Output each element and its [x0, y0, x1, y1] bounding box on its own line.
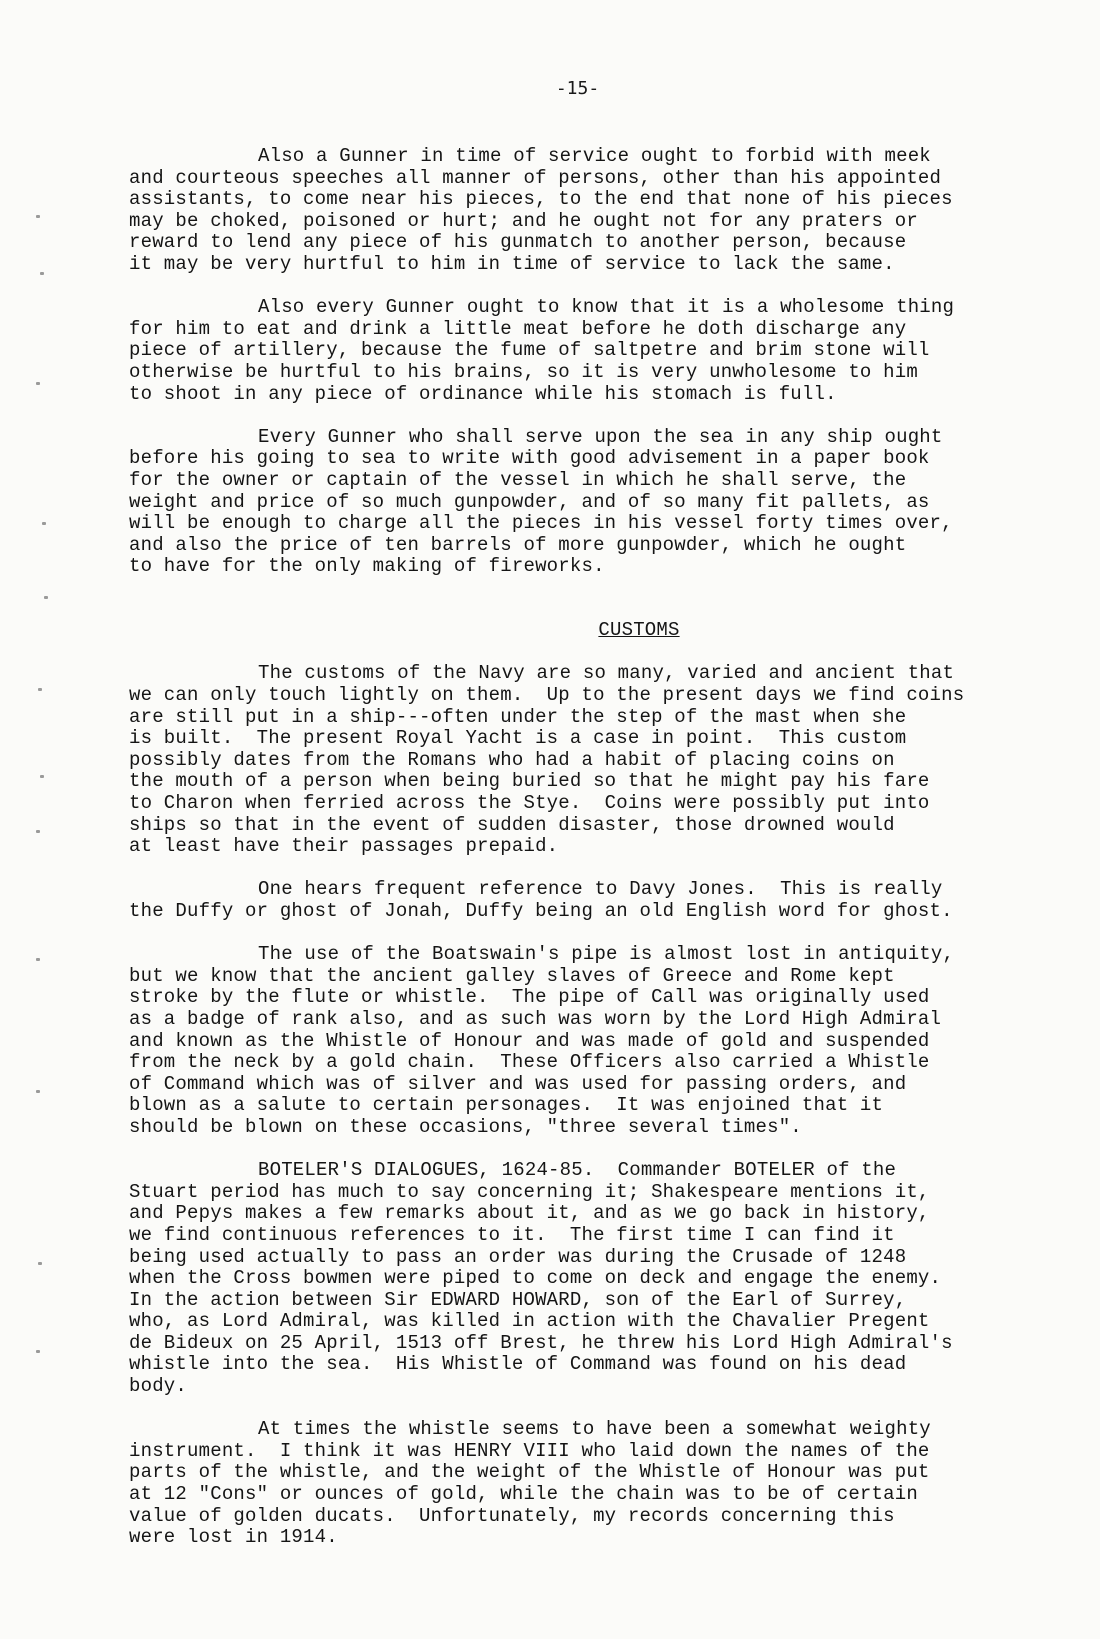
text-line: may be choked, poisoned or hurt; and he ought not for any praters or	[129, 209, 918, 232]
text-line: assistants, to come near his pieces, to the end that none of his pieces	[129, 188, 953, 211]
margin-mark	[38, 688, 42, 691]
text-line: the mouth of a person when being buried so that he might pay his fare	[129, 770, 930, 793]
text-line: In the action between Sir EDWARD HOWARD, son of the Earl of Surrey,	[129, 1288, 907, 1311]
text-line: to have for the only making of fireworks.	[129, 555, 605, 578]
text-line: at 12 "Cons" or ounces of gold, while the chain was to be of certain	[129, 1483, 918, 1506]
text-line: stroke by the flute or whistle. The pipe of Call was originally used	[129, 986, 930, 1009]
text-line: of Command which was of silver and was used for passing orders, and	[129, 1072, 907, 1095]
text-line: will be enough to charge all the pieces in his vessel forty times over,	[129, 512, 953, 535]
text-line: Stuart period has much to say concerning it; Shakespeare mentions it,	[129, 1180, 930, 1203]
text-line: Also every Gunner ought to know that it is a wholesome thing	[258, 296, 955, 319]
text-line: when the Cross bowmen were piped to come on deck and engage the enemy.	[129, 1267, 942, 1290]
text-line: being used actually to pass an order was during the Crusade of 1248	[129, 1245, 907, 1268]
margin-mark	[36, 958, 40, 961]
text-line: it may be very hurtful to him in time of service to lack the same.	[129, 252, 895, 275]
text-line: whistle into the sea. His Whistle of Command was found on his dead	[129, 1353, 907, 1376]
text-line: body.	[129, 1375, 188, 1398]
text-line: from the neck by a gold chain. These Officers also carried a Whistle	[129, 1051, 930, 1074]
text-line: instrument. I think it was HENRY VIII who laid down the names of the	[129, 1439, 930, 1462]
text-line: parts of the whistle, and the weight of the Whistle of Honour was put	[129, 1461, 930, 1484]
margin-mark	[36, 1350, 40, 1353]
text-line: Also a Gunner in time of service ought to forbid with meek	[258, 145, 931, 167]
text-line: the Duffy or ghost of Jonah, Duffy being an old English word for ghost.	[129, 900, 953, 922]
text-line: but we know that the ancient galley slaves of Greece and Rome kept	[129, 964, 895, 987]
text-line: at least have their passages prepaid.	[129, 835, 559, 858]
paragraph	[129, 944, 1079, 1138]
text-line: de Bideux on 25 April, 1513 off Brest, he threw his Lord High Admiral's	[129, 1331, 953, 1354]
text-line: for him to eat and drink a little meat before he doth discharge any	[129, 317, 907, 340]
margin-mark	[36, 830, 40, 833]
text-line: and known as the Whistle of Honour and was made of gold and suspended	[129, 1029, 930, 1052]
paragraph	[129, 146, 1079, 276]
text-line: who, as Lord Admiral, was killed in action with the Chavalier Pregent	[129, 1310, 930, 1333]
document-body	[129, 146, 1079, 1570]
text-line: The use of the Boatswain's pipe is almost lost in antiquity,	[258, 943, 955, 966]
text-line: as a badge of rank also, and as such was worn by the Lord High Admiral	[129, 1007, 942, 1030]
text-line: should be blown on these occasions, "three several times".	[129, 1115, 802, 1138]
paragraph	[129, 879, 1079, 922]
text-line: were lost in 1914.	[129, 1526, 338, 1549]
text-line: before his going to sea to write with good advisement in a paper book	[129, 447, 930, 470]
paragraph	[129, 1419, 1079, 1549]
section-heading-customs: CUSTOMS	[598, 618, 680, 641]
page-number: -15-	[555, 78, 600, 99]
text-line: One hears frequent reference to Davy Jones. This is really	[258, 878, 943, 901]
text-line: and Pepys makes a few remarks about it, and as we go back in history,	[129, 1202, 930, 1225]
text-line: to shoot in any piece of ordinance while his stomach is full.	[129, 382, 837, 405]
text-line: for the owner or captain of the vessel in which he shall serve, the	[129, 468, 907, 491]
text-line: value of golden ducats. Unfortunately, my records concerning this	[129, 1504, 895, 1527]
text-line: blown as a salute to certain personages. It was enjoined that it	[129, 1094, 884, 1117]
text-line: otherwise be hurtful to his brains, so it is very unwholesome to him	[129, 360, 918, 383]
text-line: ships so that in the event of sudden disaster, those drowned would	[129, 813, 895, 836]
text-line: is built. The present Royal Yacht is a case in point. This custom	[129, 727, 907, 750]
margin-mark	[36, 382, 40, 385]
margin-mark	[40, 272, 44, 275]
text-line: piece of artillery, because the fume of saltpetre and brim stone will	[129, 339, 930, 362]
text-line: Every Gunner who shall serve upon the sea in any ship ought	[258, 425, 943, 448]
text-line: we find continuous references to it. The first time I can find it	[129, 1223, 895, 1246]
text-line: BOTELER'S DIALOGUES, 1624-85. Commander BOTELER of the	[258, 1159, 897, 1182]
margin-mark	[36, 215, 40, 218]
text-line: to Charon when ferried across the Stye. Coins were possibly put into	[129, 792, 930, 815]
text-line: and also the price of ten barrels of more gunpowder, which he ought	[129, 533, 907, 556]
paragraph	[129, 1160, 1079, 1398]
text-line: reward to lend any piece of his gunmatch to another person, because	[129, 231, 907, 254]
margin-mark	[44, 596, 48, 599]
gunner-section	[129, 146, 1079, 578]
customs-section	[129, 663, 1079, 1548]
text-line: weight and price of so much gunpowder, and of so many fit pallets, as	[129, 490, 930, 513]
text-line: we can only touch lightly on them. Up to the present days we find coins	[129, 684, 965, 707]
text-line: and courteous speeches all manner of persons, other than his appointed	[129, 166, 942, 189]
text-line: are still put in a ship---often under the step of the mast when she	[129, 705, 907, 728]
paragraph	[129, 663, 1079, 857]
paragraph	[129, 297, 1079, 405]
paragraph	[129, 427, 1079, 578]
text-line: At times the whistle seems to have been a somewhat weighty	[258, 1418, 931, 1441]
margin-mark	[38, 1262, 42, 1265]
margin-mark	[36, 1090, 40, 1093]
margin-mark	[42, 522, 46, 525]
text-line: possibly dates from the Romans who had a habit of placing coins on	[129, 748, 895, 771]
text-line: The customs of the Navy are so many, varied and ancient that	[258, 662, 955, 685]
margin-mark	[40, 775, 44, 778]
